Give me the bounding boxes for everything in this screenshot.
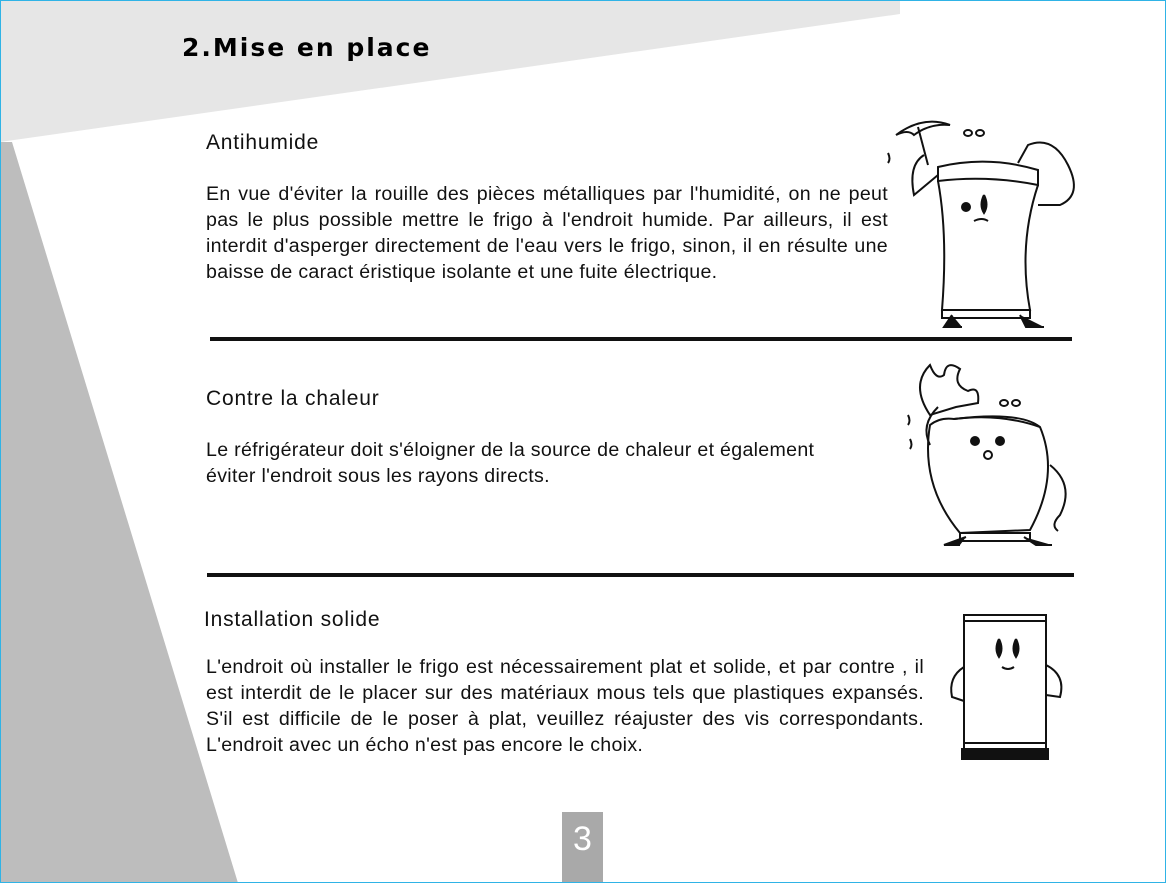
section-heading: Contre la chaleur	[206, 387, 380, 410]
fridge-near-fire-icon	[900, 355, 1075, 550]
page-number-box	[562, 812, 603, 883]
section-heading: Antihumide	[206, 131, 320, 154]
header-band	[0, 0, 900, 142]
section-heading: Installation solide	[204, 608, 381, 631]
section-divider	[210, 337, 1072, 341]
left-sidebar-band	[0, 142, 238, 883]
section-installation-solide	[204, 608, 924, 758]
page-number: 3	[573, 820, 592, 858]
section-body: En vue d'éviter la rouille des pièces métalliques par l'humidité, on ne peut pas le plus possible mettre le frigo à l'endroit humide. Par ailleurs, il est interdit d'asperger directement de l'eau vers le frigo, sinon, il en résulte une baisse de caract éristique isolante et une fuite électrique.	[206, 183, 888, 283]
page-title: 2.Mise en place	[182, 33, 432, 62]
section-body: L'endroit où installer le frigo est nécessairement plat et solide, et par contre , il est interdit de le placer sur des matériaux mous tels que plastiques expansés. S'il est difficile de le poser à plat, veuillez réajuster des vis correspondants. L'endroit avec un écho n'est pas encore le choix.	[206, 656, 924, 756]
fridge-with-umbrella-icon	[878, 115, 1078, 330]
section-body: Le réfrigérateur doit s'éloigner de la source de chaleur et également éviter l'endroit sous les rayons directs.	[206, 439, 815, 487]
section-divider	[207, 573, 1074, 577]
section-antihumide	[206, 131, 888, 285]
section-contre-la-chaleur	[206, 387, 888, 489]
fridge-standing-icon	[944, 607, 1074, 772]
